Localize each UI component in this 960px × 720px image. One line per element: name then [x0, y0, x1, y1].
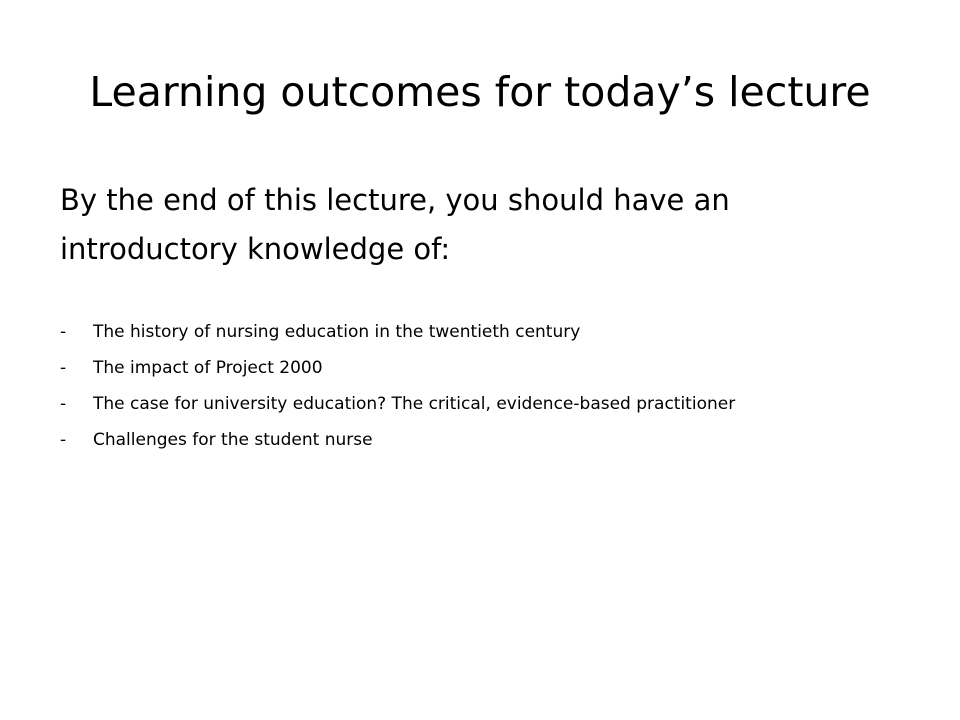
learning-outcome-text: Challenges for the student nurse — [93, 430, 373, 450]
learning-outcome-item — [60, 388, 900, 424]
learning-outcomes-list — [60, 316, 900, 460]
learning-outcome-item — [60, 316, 900, 352]
learning-outcome-text: The case for university education? The critical, evidence-based practitioner — [93, 394, 736, 414]
intro-text: By the end of this lecture, you should have an introductory knowledge of: — [60, 183, 730, 266]
learning-outcome-text: The impact of Project 2000 — [93, 358, 323, 378]
dash-bullet-marker: - — [60, 394, 67, 414]
learning-outcome-text: The history of nursing education in the twentieth century — [93, 322, 581, 342]
dash-bullet-marker: - — [60, 358, 67, 378]
slide-title: Learning outcomes for today’s lecture — [89, 68, 871, 116]
learning-outcome-item — [60, 352, 900, 388]
learning-outcome-item — [60, 424, 900, 460]
dash-bullet-marker: - — [60, 430, 67, 450]
dash-bullet-marker: - — [60, 322, 67, 342]
